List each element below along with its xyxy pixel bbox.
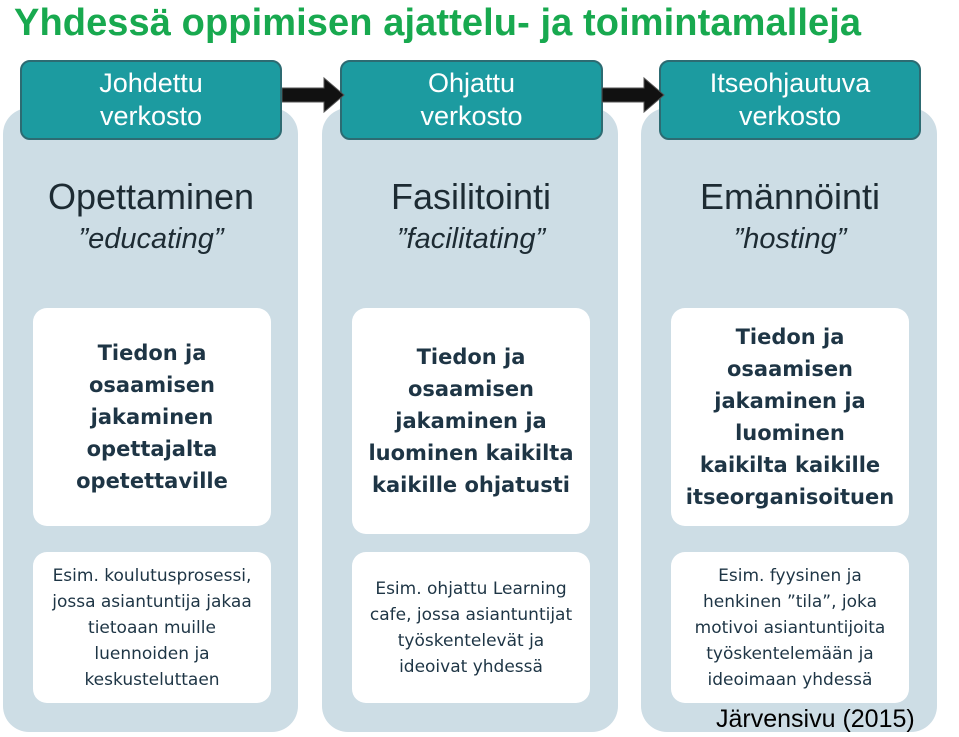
description-line: jakaminen	[90, 405, 214, 429]
example-line: cafe, jossa asiantuntijat	[369, 604, 573, 625]
example-line: työskentelevät ja	[397, 630, 545, 651]
mode-facilitating	[321, 175, 621, 259]
right-arrow-icon	[602, 76, 666, 114]
description-line: osaamisen	[88, 373, 216, 397]
header-line: Ohjattu	[427, 68, 516, 98]
example-box-2	[352, 552, 590, 703]
header-line: verkosto	[420, 101, 523, 131]
example-line: Esim. koulutusprosessi,	[52, 565, 252, 586]
header-led-network	[20, 60, 282, 140]
example-line: motivoi asiantuntijoita	[694, 617, 886, 638]
description-line: itseorganisoituen	[685, 485, 895, 509]
mode-teaching	[1, 175, 301, 259]
example-box-1	[33, 552, 271, 703]
citation: Järvensivu (2015)	[716, 705, 915, 733]
mode-english: ”facilitating”	[396, 223, 546, 255]
mode-english: ”educating”	[78, 223, 224, 255]
header-guided-network	[340, 60, 603, 140]
example-line: ideoivat yhdessä	[399, 656, 543, 677]
description-line: opettajalta	[86, 437, 218, 461]
header-line: verkosto	[738, 101, 842, 131]
header-line: Itseohjautuva	[709, 68, 871, 98]
example-line: Esim. fyysinen ja	[718, 565, 862, 586]
example-line: Esim. ohjattu Learning	[375, 578, 567, 599]
description-box-1	[33, 308, 271, 526]
description-line: Tiedon ja	[735, 325, 845, 349]
mode-name: Emännöinti	[699, 176, 881, 217]
description-line: luominen	[735, 421, 845, 445]
description-line: opetettaville	[76, 469, 228, 493]
mode-english: ”hosting”	[733, 223, 847, 255]
description-line: osaamisen	[407, 377, 535, 401]
header-self-directed-network	[659, 60, 921, 140]
mode-hosting	[640, 175, 940, 259]
header-line: Johdettu	[99, 68, 203, 98]
description-line: kaikilta kaikille	[699, 453, 881, 477]
description-line: osaamisen	[726, 357, 854, 381]
mode-name: Opettaminen	[47, 176, 255, 217]
description-line: Tiedon ja	[97, 341, 207, 365]
description-line: jakaminen ja	[714, 389, 866, 413]
description-line: luominen kaikilta	[368, 441, 574, 465]
description-line: kaikille ohjatusti	[372, 473, 570, 497]
right-arrow-icon	[282, 76, 346, 114]
page-title: Yhdessä oppimisen ajattelu- ja toimintamalleja	[14, 2, 862, 44]
description-line: jakaminen ja	[395, 409, 547, 433]
header-line: verkosto	[99, 101, 203, 131]
example-line: keskusteluttaen	[84, 669, 220, 690]
description-box-2	[352, 308, 590, 534]
example-line: tietoaan muille	[88, 617, 216, 638]
mode-name: Fasilitointi	[390, 176, 552, 217]
example-line: jossa asiantuntija jakaa	[52, 591, 252, 612]
example-line: luennoiden ja	[94, 643, 210, 664]
description-box-3	[671, 308, 909, 526]
example-box-3	[671, 552, 909, 703]
example-line: henkinen ”tila”, joka	[702, 591, 877, 612]
example-line: työskentelemään ja	[706, 643, 874, 664]
example-line: ideoimaan yhdessä	[707, 669, 873, 690]
description-line: Tiedon ja	[416, 345, 526, 369]
